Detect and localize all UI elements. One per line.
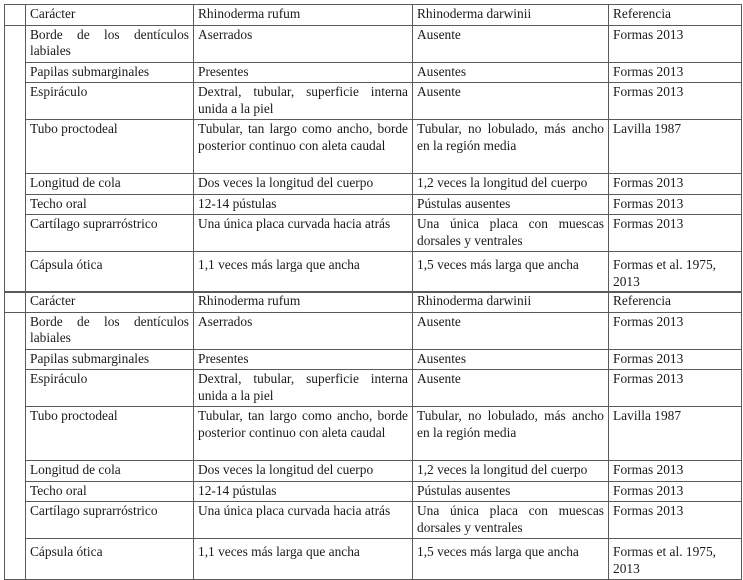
cell-darwinii: Ausente: [413, 25, 609, 62]
cell-rufum: Presentes: [194, 62, 413, 83]
cell-caracter: Papilas submarginales: [26, 349, 194, 370]
cell-rufum: Aserrados: [194, 25, 413, 62]
cell-referencia: Formas 2013: [609, 502, 742, 539]
cell-darwinii: 1,5 veces más larga que ancha: [413, 539, 609, 580]
cell-darwinii: Ausentes: [413, 349, 609, 370]
cell-rufum: Tubular, tan largo como ancho, borde posterior continuo con aleta caudal: [194, 120, 413, 174]
table-row: [5, 539, 742, 580]
gutter-cell: [5, 312, 26, 580]
cell-rufum: Dextral, tubular, superficie interna unida a la piel: [194, 370, 413, 407]
gutter-cell: [5, 292, 26, 313]
cell-rufum: 12-14 pústulas: [194, 194, 413, 215]
cell-caracter: Techo oral: [26, 481, 194, 502]
cell-darwinii: Una única placa con muescas dorsales y ventrales: [413, 215, 609, 252]
cell-darwinii: 1,5 veces más larga que ancha: [413, 252, 609, 293]
comparison-table-1: [4, 4, 742, 293]
table-row: [5, 370, 742, 407]
cell-darwinii: Ausente: [413, 312, 609, 349]
cell-referencia: Formas 2013: [609, 62, 742, 83]
cell-rufum: Una única placa curvada hacia atrás: [194, 215, 413, 252]
cell-darwinii: Una única placa con muescas dorsales y ventrales: [413, 502, 609, 539]
table-row: [5, 481, 742, 502]
header-rufum: Rhinoderma rufum: [194, 292, 413, 313]
cell-referencia: Formas 2013: [609, 194, 742, 215]
cell-caracter: Tubo proctodeal: [26, 120, 194, 174]
cell-referencia: Formas 2013: [609, 461, 742, 482]
table-row: [5, 62, 742, 83]
cell-rufum: Una única placa curvada hacia atrás: [194, 502, 413, 539]
table-row: [5, 120, 742, 174]
cell-caracter: Techo oral: [26, 194, 194, 215]
cell-darwinii: Ausente: [413, 83, 609, 120]
cell-caracter: Cápsula ótica: [26, 252, 194, 293]
cell-caracter: Longitud de cola: [26, 461, 194, 482]
header-referencia: Referencia: [609, 5, 742, 26]
cell-caracter: Cápsula ótica: [26, 539, 194, 580]
table-row: [5, 83, 742, 120]
table-row: [5, 252, 742, 293]
table-row: [5, 502, 742, 539]
cell-rufum: Aserrados: [194, 312, 413, 349]
table-row: [5, 312, 742, 349]
cell-referencia: Formas 2013: [609, 25, 742, 62]
table-row: [5, 349, 742, 370]
cell-rufum: Dextral, tubular, superficie interna unida a la piel: [194, 83, 413, 120]
table-row: [5, 461, 742, 482]
cell-referencia: Formas et al. 1975, 2013: [609, 539, 742, 580]
cell-darwinii: Pústulas ausentes: [413, 194, 609, 215]
cell-caracter: Papilas submarginales: [26, 62, 194, 83]
table-row: [5, 215, 742, 252]
cell-caracter: Cartílago suprarróstrico: [26, 215, 194, 252]
cell-rufum: 12-14 pústulas: [194, 481, 413, 502]
cell-referencia: Lavilla 1987: [609, 407, 742, 461]
header-row: [5, 292, 742, 313]
cell-rufum: Dos veces la longitud del cuerpo: [194, 174, 413, 195]
cell-referencia: Formas 2013: [609, 83, 742, 120]
table-row: [5, 194, 742, 215]
cell-caracter: Borde de los dentículos labiales: [26, 312, 194, 349]
comparison-table-2: [4, 291, 742, 580]
header-row: [5, 5, 742, 26]
cell-referencia: Formas 2013: [609, 481, 742, 502]
cell-rufum: 1,1 veces más larga que ancha: [194, 539, 413, 580]
header-rufum: Rhinoderma rufum: [194, 5, 413, 26]
cell-referencia: Formas 2013: [609, 215, 742, 252]
table-row: [5, 25, 742, 62]
cell-darwinii: Ausentes: [413, 62, 609, 83]
cell-rufum: Presentes: [194, 349, 413, 370]
cell-caracter: Tubo proctodeal: [26, 407, 194, 461]
cell-rufum: 1,1 veces más larga que ancha: [194, 252, 413, 293]
cell-caracter: Cartílago suprarróstrico: [26, 502, 194, 539]
gutter-cell: [5, 5, 26, 26]
header-darwinii: Rhinoderma darwinii: [413, 5, 609, 26]
cell-referencia: Formas 2013: [609, 349, 742, 370]
gutter-cell: [5, 25, 26, 293]
cell-rufum: Dos veces la longitud del cuerpo: [194, 461, 413, 482]
cell-referencia: Formas et al. 1975, 2013: [609, 252, 742, 293]
table-row: [5, 407, 742, 461]
cell-darwinii: Ausente: [413, 370, 609, 407]
cell-darwinii: Pústulas ausentes: [413, 481, 609, 502]
cell-darwinii: 1,2 veces la longitud del cuerpo: [413, 461, 609, 482]
header-caracter: Carácter: [26, 292, 194, 313]
table-row: [5, 174, 742, 195]
header-referencia: Referencia: [609, 292, 742, 313]
cell-referencia: Formas 2013: [609, 312, 742, 349]
cell-referencia: Lavilla 1987: [609, 120, 742, 174]
cell-caracter: Longitud de cola: [26, 174, 194, 195]
header-darwinii: Rhinoderma darwinii: [413, 292, 609, 313]
cell-rufum: Tubular, tan largo como ancho, borde posterior continuo con aleta caudal: [194, 407, 413, 461]
cell-darwinii: 1,2 veces la longitud del cuerpo: [413, 174, 609, 195]
cell-referencia: Formas 2013: [609, 174, 742, 195]
cell-darwinii: Tubular, no lobulado, más ancho en la región media: [413, 120, 609, 174]
cell-caracter: Espiráculo: [26, 370, 194, 407]
cell-darwinii: Tubular, no lobulado, más ancho en la región media: [413, 407, 609, 461]
cell-caracter: Borde de los dentículos labiales: [26, 25, 194, 62]
header-caracter: Carácter: [26, 5, 194, 26]
cell-caracter: Espiráculo: [26, 83, 194, 120]
cell-referencia: Formas 2013: [609, 370, 742, 407]
